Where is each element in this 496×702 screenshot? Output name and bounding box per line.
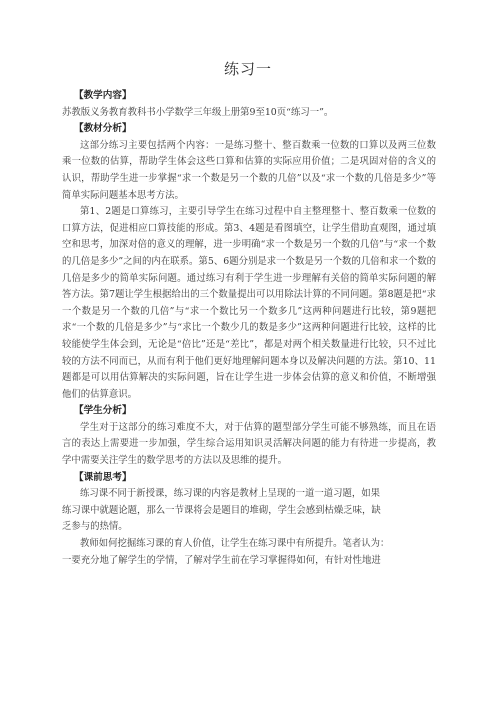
document-body <box>62 88 436 569</box>
section-heading: 【教学内容】 <box>74 90 132 101</box>
section-teaching-content <box>62 88 436 121</box>
paragraph: 学生对于这部分的练习难度不大，对于估算的题型部分学生可能不够熟练，而且在语言的表达上需要进一步加强，学生综合运用知识灵活解决问题的能力有待进一步提高，教学中需要关注学生的数学思考的方法以及思维的提升。 <box>62 421 436 467</box>
text-line: 练习课不同于新授课，练习课的内容是教材上呈现的一道一道习题，如果 <box>80 488 381 500</box>
section-heading: 【课前思考】 <box>74 471 132 483</box>
paragraph: 苏教版义务教育教科书小学数学三年级上册第9至10页“练习一”。 <box>62 106 334 118</box>
paragraph: 这部分练习主要包括两个内容：一是练习整十、整百数乘一位数的口算以及两三位数乘一位数的估算，帮助学生体会这些口算和估算的实际应用价值；二是巩固对倍的含义的认识，帮助学生进一步掌握“求一个数是另一个数的几倍”以及“求一个数的几倍是多少”等简单实际问题基本思考方法。 <box>62 139 436 201</box>
paragraph: 第1、2题是口算练习，主要引导学生在练习过程中自主整理整十、整百数乘一位数的口算方法，促进相应口算技能的形成。第3、4题是看图填空，让学生借助直观图，通过填空和思考，加深对倍的意义的理解，进一步明确“求一个数是另一个数的几倍”与“求一个数的几倍是多少”之间的内在联系。第5、6题分别是求一个数是另一个数的几倍和求一个数的几倍是多少的简单实际问题。通过练习有利于学生进一步理解有关倍的简单实际问题的解答方法。第7题让学生根据给出的三个数量提出可以用除法计算的不同问题。第8题是把“求一个数是另一个数的几倍”与“求一个数比另一个数多几”这两种问题进行比较，第9题把求“一个数的几倍是多少”与“求比一个数少几的数是多少”这两种问题进行比较，这样的比较能使学生体会到，无论是“倍比”还是“差比”，都是对两个相关数量进行比较，只不过比较的方法不同而已，从而有利于他们更好地理解问题本身以及解决问题的方法。第10、11题都是可以用估算解决的实际问题，旨在让学生进一步体会估算的意义和价值，不断增强他们的估算意识。 <box>62 206 436 400</box>
section-heading: 【教材分析】 <box>74 123 132 135</box>
text-line: 教师如何挖掘练习课的育人价值，让学生在练习课中有所提升。笔者认为： <box>80 538 390 550</box>
section-student-analysis <box>62 403 436 469</box>
text-line: 练习课中就题论题，那么一节课将会是题目的堆砌，学生会感到枯燥乏味，缺 <box>62 504 381 516</box>
section-textbook-analysis <box>62 121 436 403</box>
section-heading: 【学生分析】 <box>74 405 132 417</box>
text-line: 一要充分地了解学生的学情，了解对学生前在学习掌握得如何，有针对性地进 <box>62 554 381 566</box>
section-pre-class-thinking <box>62 470 436 570</box>
text-line: 乏参与的热情。 <box>62 521 128 533</box>
page-title: 练习一 <box>223 60 272 78</box>
